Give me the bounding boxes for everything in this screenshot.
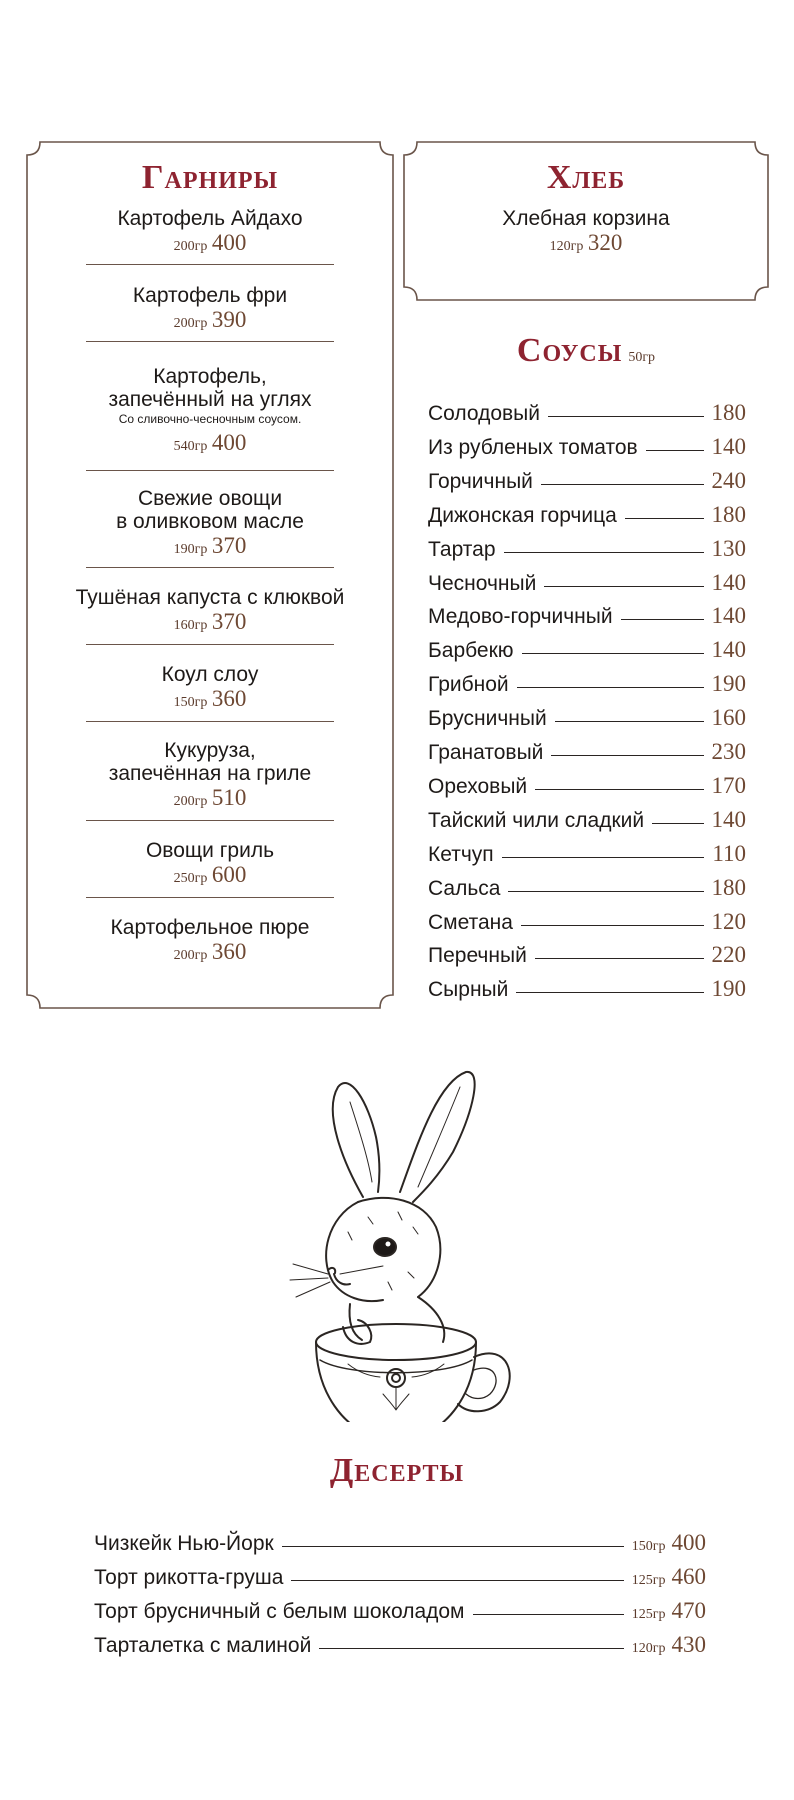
item-price: 400: [211, 430, 247, 455]
sauce-name: Ореховый: [428, 774, 528, 798]
garnish-section: [26, 141, 394, 1009]
sauce-row: [428, 841, 746, 867]
menu-item: [403, 207, 769, 259]
sauce-row: [428, 671, 746, 697]
divider: [86, 721, 334, 722]
menu-item: [26, 284, 394, 336]
dessert-price: 430: [671, 1632, 706, 1657]
item-name: Овощи гриль: [145, 839, 275, 862]
menu-item: [26, 487, 394, 562]
item-weight: 200гр: [173, 316, 208, 331]
sauce-price: 110: [712, 840, 746, 866]
item-name: запечённый на углях: [108, 388, 312, 411]
leader-line: [541, 484, 704, 485]
item-name: Хлебная корзина: [502, 207, 670, 230]
leader-line: [621, 619, 704, 620]
item-price: 320: [587, 230, 623, 255]
item-weight: 200гр: [173, 239, 208, 254]
item-weight: 190гр: [173, 542, 208, 557]
sauce-price: 180: [711, 874, 746, 900]
menu-item: [26, 207, 394, 259]
dessert-name: Торт рикотта-груша: [94, 1566, 284, 1589]
sauce-row: [428, 502, 746, 528]
sauce-row: [428, 942, 746, 968]
item-weight: 200гр: [173, 948, 208, 963]
sauce-price: 140: [711, 806, 746, 832]
sauce-price: 180: [711, 400, 746, 425]
leader-line: [521, 925, 704, 926]
sauce-row: [428, 434, 746, 460]
dessert-weight: 125гр: [631, 1607, 666, 1622]
sauce-price: 190: [711, 671, 746, 697]
leader-line: [517, 687, 704, 688]
leader-line: [282, 1546, 624, 1547]
divider: [86, 820, 334, 821]
sauces-weight: 50гр: [628, 350, 656, 365]
menu-item: [26, 839, 394, 891]
sauce-price: 180: [711, 501, 746, 527]
sauce-row: [428, 807, 746, 833]
divider: [86, 341, 334, 342]
sauces-header: [403, 332, 769, 370]
item-price: 360: [211, 686, 247, 711]
dessert-name: Чизкейк Нью-Йорк: [94, 1532, 274, 1555]
menu-item: [26, 365, 394, 459]
dessert-weight: 125гр: [631, 1573, 666, 1588]
leader-line: [555, 721, 704, 722]
sauce-price: 140: [711, 569, 746, 595]
sauce-name: Медово-горчичный: [428, 605, 613, 629]
sauce-price: 170: [711, 772, 746, 798]
dessert-price: 460: [671, 1564, 706, 1589]
section-title: Соусы: [516, 332, 623, 369]
sauce-name: Брусничный: [428, 707, 547, 731]
dessert-row: [94, 1530, 706, 1556]
sauce-row: [428, 637, 746, 663]
section-title: Хлеб: [546, 159, 626, 196]
sauce-name: Гранатовый: [428, 741, 544, 764]
leader-line: [522, 653, 704, 654]
sauce-price: 140: [711, 637, 746, 663]
item-weight: 160гр: [173, 618, 208, 633]
item-price: 600: [211, 862, 247, 887]
item-name: Свежие овощи: [137, 487, 283, 510]
sauce-name: Барбекю: [428, 639, 514, 663]
sauce-name: Грибной: [428, 673, 509, 697]
sauce-name: Сальса: [428, 876, 501, 900]
item-weight: 150гр: [173, 695, 208, 710]
leader-line: [508, 891, 703, 892]
leader-line: [652, 823, 703, 824]
sauce-name: Тартар: [428, 537, 496, 561]
item-price: 360: [211, 939, 247, 964]
desserts-header: [0, 1452, 794, 1490]
sauce-row: [428, 976, 746, 1002]
sauce-name: Перечный: [428, 944, 527, 968]
item-name: в оливковом масле: [116, 510, 304, 533]
rabbit-in-teacup-icon: [288, 1042, 528, 1422]
leader-line: [516, 992, 703, 993]
sauce-price: 120: [711, 908, 746, 934]
item-name: Коул слоу: [161, 663, 259, 686]
item-note: Со сливочно-чесночным соусом.: [118, 412, 302, 426]
sauce-price: 190: [711, 976, 746, 1002]
dessert-price: 470: [671, 1598, 706, 1623]
item-name: Картофель,: [153, 365, 267, 388]
sauce-row: [428, 909, 746, 935]
item-weight: 250гр: [173, 871, 208, 886]
dessert-row: [94, 1598, 706, 1624]
item-name: Картофельное пюре: [110, 916, 310, 939]
sauce-row: [428, 773, 746, 799]
sauce-row: [428, 705, 746, 731]
sauce-name: Тайский чили сладкий: [428, 808, 645, 832]
divider: [86, 470, 334, 471]
item-weight: 200гр: [173, 794, 208, 809]
menu-item: [26, 739, 394, 814]
section-title: Гарниры: [141, 159, 279, 196]
dessert-weight: 120гр: [631, 1641, 666, 1656]
item-weight: 120гр: [549, 239, 584, 254]
item-price: 510: [211, 785, 247, 810]
sauce-price: 140: [711, 433, 746, 459]
section-title: Десерты: [329, 1452, 465, 1489]
divider: [86, 567, 334, 568]
sauce-row: [428, 603, 746, 629]
menu-item: [26, 916, 394, 968]
sauce-price: 130: [711, 535, 746, 561]
item-name: Кукуруза,: [164, 739, 256, 762]
leader-line: [319, 1648, 623, 1649]
item-name: запечённая на гриле: [108, 762, 312, 785]
item-price: 370: [211, 533, 247, 558]
item-weight: 540гр: [173, 439, 208, 454]
leader-line: [551, 755, 703, 756]
dessert-row: [94, 1632, 706, 1658]
menu-item: [26, 586, 394, 638]
menu-item: [26, 663, 394, 715]
leader-line: [502, 857, 705, 858]
item-name: Картофель Айдахо: [117, 207, 303, 230]
leader-line: [646, 450, 704, 451]
dessert-name: Тарталетка с малиной: [94, 1634, 312, 1657]
sauce-name: Из рубленых томатов: [428, 435, 638, 459]
item-price: 400: [211, 230, 247, 255]
item-name: Картофель фри: [132, 284, 288, 307]
sauce-row: [428, 739, 746, 765]
sauce-row: [428, 536, 746, 562]
dessert-price: 400: [671, 1530, 706, 1555]
divider: [86, 644, 334, 645]
leader-line: [544, 586, 703, 587]
bread-section: [403, 141, 769, 301]
dessert-row: [94, 1564, 706, 1590]
dessert-weight: 150гр: [631, 1539, 666, 1554]
sauce-name: Кетчуп: [428, 842, 494, 866]
item-price: 370: [211, 609, 247, 634]
leader-line: [291, 1580, 623, 1581]
sauce-name: Дижонская горчица: [428, 503, 617, 527]
sauce-name: Сметана: [428, 910, 513, 934]
item-price: 390: [211, 307, 247, 332]
sauce-name: Чесночный: [428, 571, 537, 595]
sauce-row: [428, 875, 746, 901]
sauce-name: Горчичный: [428, 469, 533, 493]
item-name: Тушёная капуста с клюквой: [75, 586, 345, 609]
sauce-row: [428, 400, 746, 426]
leader-line: [625, 518, 704, 519]
leader-line: [473, 1614, 624, 1615]
sauce-price: 240: [711, 467, 746, 493]
leader-line: [504, 552, 704, 553]
sauce-price: 230: [711, 739, 746, 764]
sauce-name: Сырный: [428, 978, 509, 1002]
leader-line: [548, 416, 703, 417]
sauce-price: 140: [711, 603, 746, 629]
sauce-row: [428, 468, 746, 494]
divider: [86, 897, 334, 898]
leader-line: [535, 958, 704, 959]
sauce-price: 160: [711, 705, 746, 731]
sauce-name: Солодовый: [428, 402, 541, 425]
divider: [86, 264, 334, 265]
sauce-row: [428, 570, 746, 596]
dessert-name: Торт брусничный с белым шоколадом: [94, 1600, 465, 1623]
leader-line: [535, 789, 703, 790]
sauce-price: 220: [711, 942, 746, 968]
